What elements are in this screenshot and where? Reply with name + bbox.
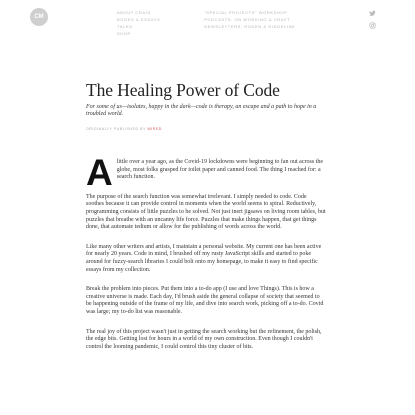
top-navigation [117,9,295,37]
nav-link-shop[interactable]: SHOP [117,31,131,36]
paragraph-1-text: little over a year ago, as the Covid-19 lockdowns were beginning to fan out across the globe, most folks grasped for toilet paper and canned food. The thing I reached for: a search function. [116,159,324,181]
twitter-icon[interactable] [369,10,376,17]
article-body [86,152,326,363]
instagram-icon[interactable] [369,22,376,29]
byline-prefix: ORIGINALLY PUBLISHED BY [86,126,146,131]
article-header [86,80,326,131]
byline-source-link[interactable]: WIRED [147,126,162,131]
nav-link-about[interactable]: ABOUT CRAIG [117,10,152,15]
site-logo[interactable]: CM [30,8,48,26]
social-links [369,10,376,29]
nav-link-talks[interactable]: TALKS [117,24,133,29]
article-subtitle: For some of us—isolates, happy in the dark—code is therapy, an escape and a path to hope in a troubled world. [86,104,317,118]
article-paragraph-5: The real joy of this project wasn't just in getting the search working but the refinement, the polish, the edge bits. Getting lost for hours in a world of my own construction. Even though I couldn't control the looming pandemic, I could control this tiny cluster of bits. [86,328,322,350]
byline [86,127,326,131]
nav-link-podcasts[interactable]: PODCASTS: ON WORKING & CRAFT [204,17,291,22]
article-paragraph-2: The purpose of the search function was somewhat irrelevant. I simply needed to code. Code soothes because it can provide control in moments when the world seems to spiral. Reductively, programming consists of little puzzles to be solved. Not just inert jigsaws on living room tables, but puzzles that breathe with an uncanny life force. Puzzles that make things happen, that get things done, that automate tedium or allow for the publishing of words across the world. [86,193,326,231]
article-paragraph-1 [86,152,326,193]
nav-link-books-essays[interactable]: BOOKS & ESSAYS [117,17,161,22]
article-paragraph-3: Like many other writers and artists, I maintain a personal website. My current one has been active for nearly 20 years. Code in mind, I brushed off my rusty JavaScript skills and started to poke around for fuzzy-search libraries I could bolt onto my homepage, to make it easy to find specific essays from my collection. [86,243,322,273]
nav-column-secondary [204,9,295,37]
article-title: The Healing Power of Code [86,80,280,100]
article-paragraph-4: Break the problem into pieces. Put them into a to-do app (I use and love Things). This is how a creative universe is made. Each day, I'd brush aside the general collapse of society that seemed to be happening outside of the frame of my life, and dive into search work, picking off a to-do. Covid was large; my to-do list was reasonable. [86,286,324,315]
nav-link-newsletters[interactable]: NEWSLETTERS: RODEN & RIDGELINE [204,24,296,29]
nav-link-workshop[interactable]: "SPECIAL PROJECTS" WORKSHOP [204,10,288,15]
drop-cap: A [86,152,113,193]
nav-column-primary [117,9,160,37]
